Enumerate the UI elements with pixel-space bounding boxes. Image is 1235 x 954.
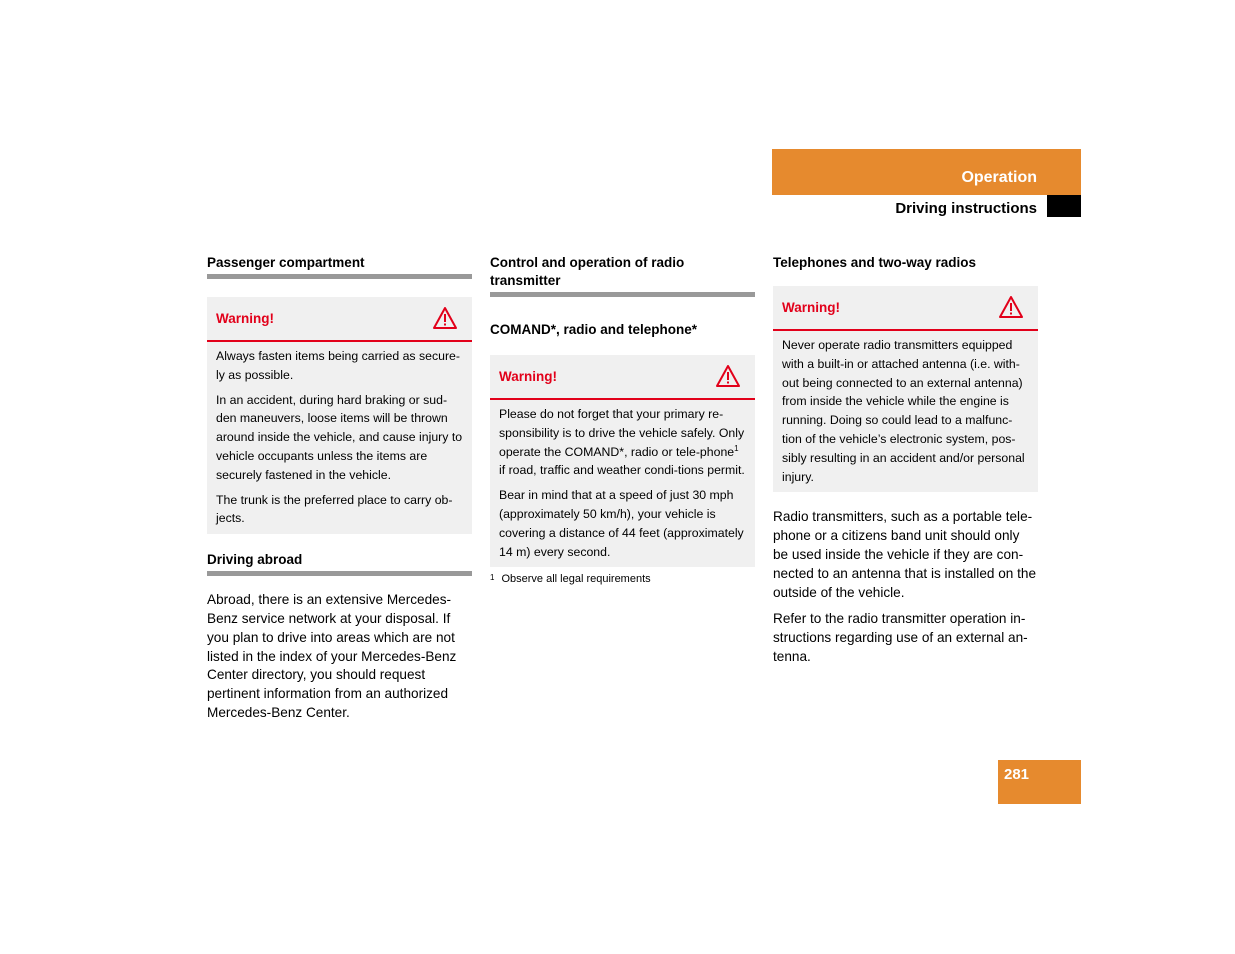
heading-driving-abroad: Driving abroad xyxy=(207,551,472,576)
footnote-number: 1 xyxy=(490,573,495,583)
body-paragraph: Abroad, there is an extensive Mercedes-Benz service network at your disposal. If you plan to drive into areas which are not listed in the index of your Mercedes-Benz Center directory, you should request pertinent information from an authorized Mercedes-Benz Center. xyxy=(207,592,457,720)
warning-label: Warning! xyxy=(499,369,557,384)
warning-triangle-icon xyxy=(715,364,741,388)
warning-box xyxy=(490,355,755,567)
warning-header xyxy=(490,355,755,400)
warning-text: The trunk is the preferred place to carry ob-jects. xyxy=(216,492,453,526)
column-2 xyxy=(490,254,755,585)
warning-text: In an accident, during hard braking or sud-den maneuvers, loose items will be thrown around inside the vehicle, and cause injury to vehicle occupants unless the items are securely fastened in the vehicle. xyxy=(216,392,463,482)
body-paragraph: Refer to the radio transmitter operation in-structions regarding use of an external an-tenna. xyxy=(773,611,1028,664)
page-number: 281 xyxy=(1004,766,1030,783)
warning-header xyxy=(207,297,472,342)
body-paragraph: Radio transmitters, such as a portable tele-phone or a citizens band unit should only be used inside the vehicle if they are con-nected to an antenna that is installed on the outside of the vehicle. xyxy=(773,509,1037,600)
warning-body xyxy=(773,331,1038,492)
heading-telephones: Telephones and two-way radios xyxy=(773,255,977,270)
warning-label: Warning! xyxy=(782,300,840,315)
subheading-comand: COMAND*, radio and telephone* xyxy=(490,322,698,337)
subsection-title: Driving instructions xyxy=(895,200,1037,217)
subsection-marker xyxy=(1047,195,1081,217)
footnote-text: Observe all legal requirements xyxy=(501,573,651,586)
warning-label: Warning! xyxy=(216,311,274,326)
heading-passenger-compartment: Passenger compartment xyxy=(207,254,472,279)
footnote xyxy=(490,573,755,585)
warning-text: Never operate radio transmitters equipped with a built-in or attached antenna (i.e. with-out being connected to an external antenna) from inside the vehicle while the engine is running. Doing so could lead to a malfunc-tion of the vehicle’s electronic system, pos-sibly resulting in an accident and/or personal injury. xyxy=(782,338,1025,484)
warning-text: Always fasten items being carried as secure-ly as possible. xyxy=(216,349,460,382)
warning-triangle-icon xyxy=(998,295,1024,319)
warning-body xyxy=(207,342,472,534)
warning-header xyxy=(773,286,1038,331)
column-1 xyxy=(207,254,472,731)
warning-box xyxy=(207,297,472,534)
section-title: Operation xyxy=(961,169,1037,186)
warning-triangle-icon xyxy=(432,306,458,330)
warning-body xyxy=(490,400,755,567)
warning-box xyxy=(773,286,1038,492)
heading-radio-transmitter: Control and operation of radio transmitter xyxy=(490,254,755,297)
warning-text: Bear in mind that at a speed of just 30 mph (approximately 50 km/h), your vehicle is covering a distance of 44 feet (approximately 14 m) every second. xyxy=(499,488,744,559)
column-3 xyxy=(773,254,1038,675)
footnote-ref: 1 xyxy=(734,443,739,453)
warning-text: Please do not forget that your primary re-sponsibility is to drive the vehicle safely. Only operate the COMAND*, radio or tele-phone$^1$ if road, traffic and weather condi-tions permit. xyxy=(499,407,745,478)
